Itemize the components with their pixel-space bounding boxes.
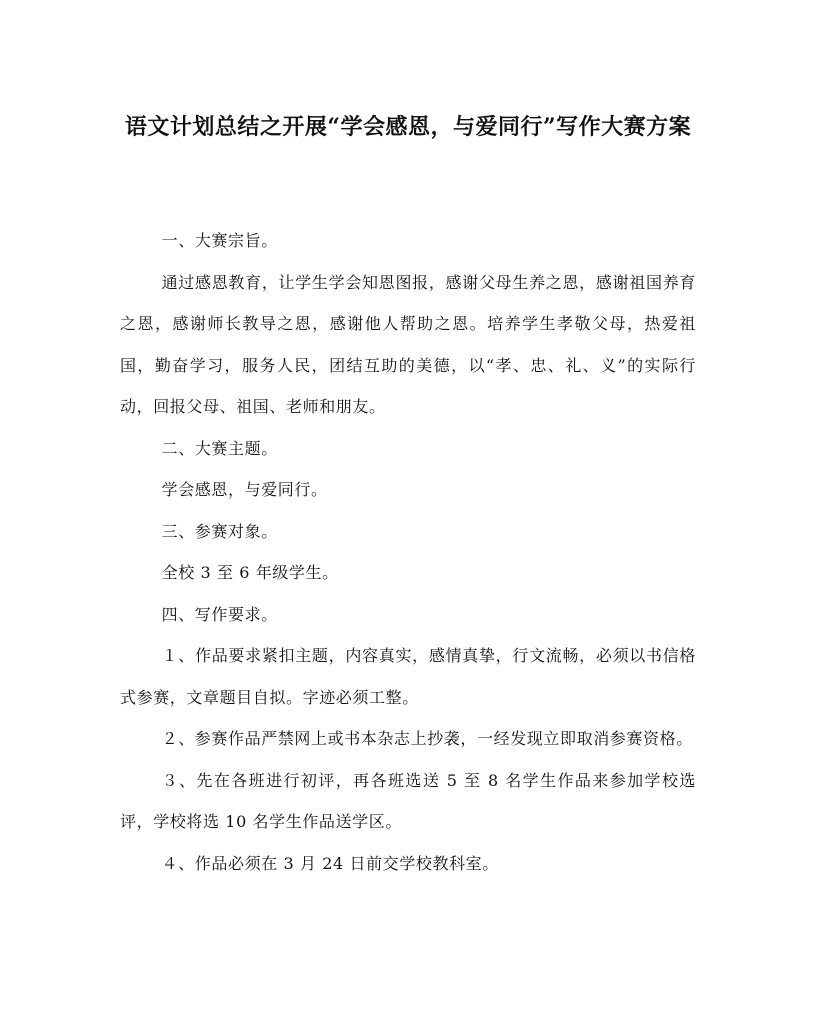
paragraph: 学会感恩，与爱同行。: [161, 480, 328, 499]
paragraph: 通过感恩教育，让学生学会知恩图报，感谢父母生养之恩，感谢祖国养育之恩，感谢师长教导之恩，感谢他人帮助之恩。培养学生孝敬父母，热爱祖国，勤奋学习，服务人民，团结互助的美德，以“孝、忠、礼、义”的实际行动，回报父母、祖国、老师和朋友。: [120, 272, 696, 416]
document-title: 语文计划总结之开展“学会感恩，与爱同行”写作大赛方案: [124, 114, 692, 140]
paragraph: 一、大赛宗旨。: [161, 231, 278, 250]
document-body: [120, 220, 696, 884]
paragraph: 全校 3 至 6 年级学生。: [161, 563, 339, 582]
paragraph: 三、参赛对象。: [161, 521, 278, 541]
paragraph: １、作品要求紧扣主题，内容真实，感情真挚，行文流畅，必须以书信格式参赛，文章题目自拟。字迹必须工整。: [120, 646, 696, 707]
paragraph: ２、参赛作品严禁网上或书本杂志上抄袭，一经发现立即取消参赛资格。: [161, 729, 693, 748]
paragraph: 四、写作要求。: [161, 604, 278, 624]
paragraph: 二、大赛主题。: [161, 438, 278, 458]
paragraph: ３、先在各班进行初评，再各班选送 5 至 8 名学生作品来参加学校选评，学校将选 10 名学生作品送学区。: [120, 770, 696, 831]
paragraph: ４、作品必须在 3 月 24 日前交学校教科室。: [161, 853, 499, 873]
